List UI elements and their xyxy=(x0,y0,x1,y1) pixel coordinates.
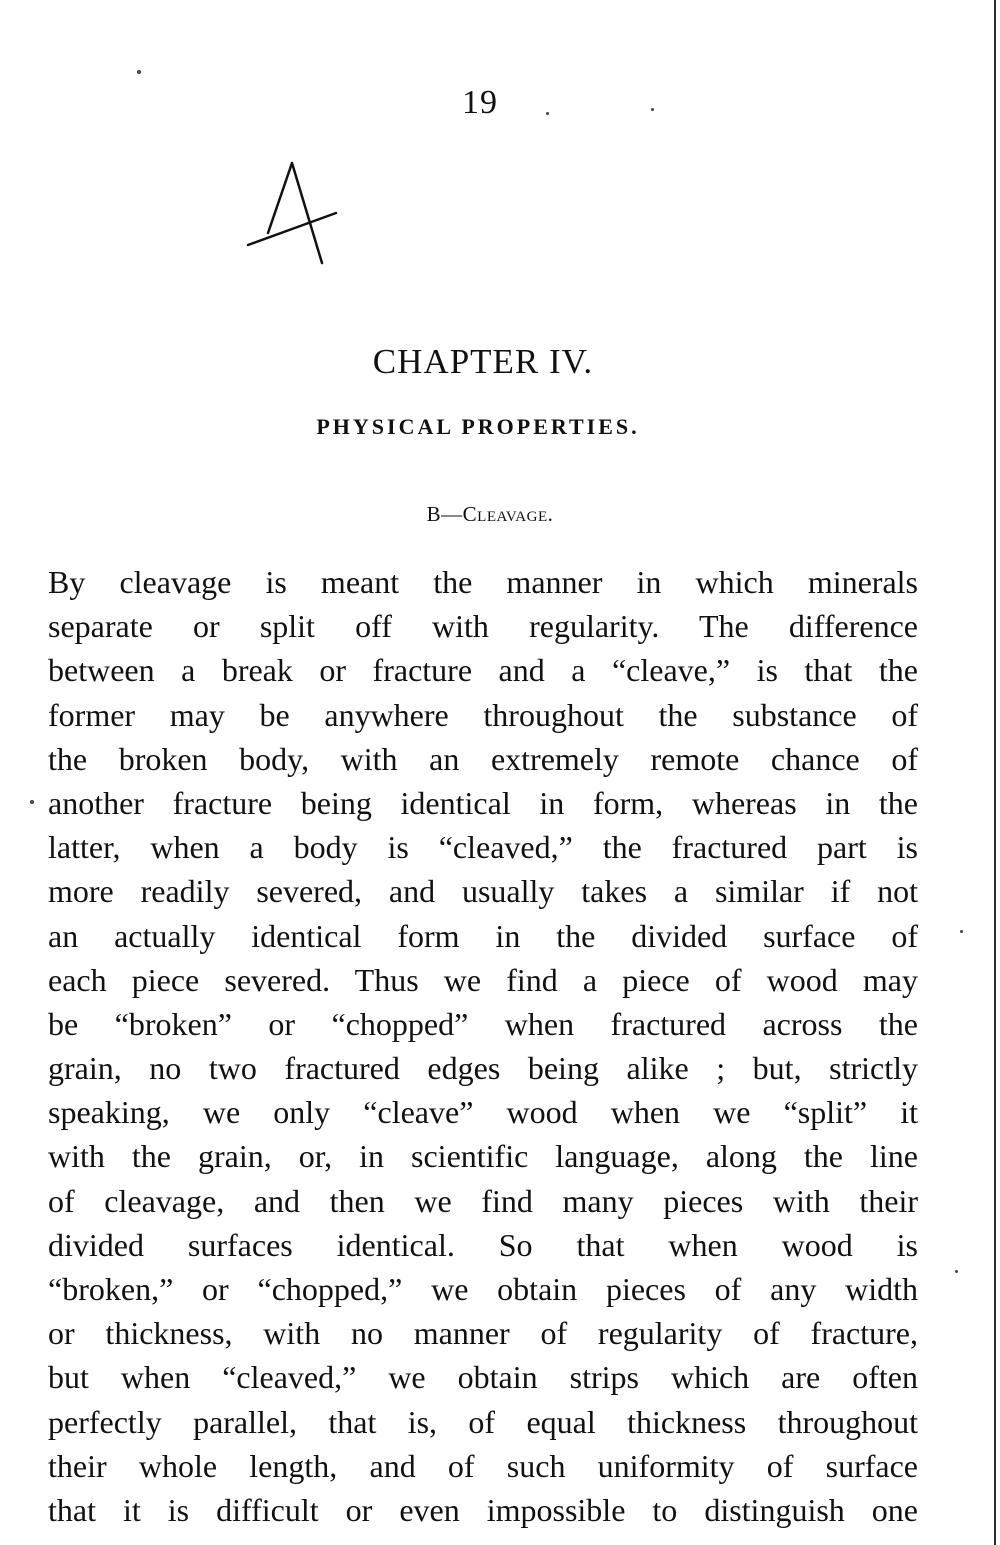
scan-speck xyxy=(137,70,141,74)
text-line: former may be anywhere throughout the substance of xyxy=(48,696,918,733)
scan-speck xyxy=(30,800,34,804)
text-line: the broken body, with an extremely remote chance of xyxy=(48,740,918,777)
text-line: or thickness, with no manner of regularity of fracture, xyxy=(48,1315,918,1352)
subsection-title xyxy=(0,502,980,527)
text-line: between a break or fracture and a “cleave,” is that the xyxy=(48,652,918,689)
scan-speck xyxy=(546,112,549,115)
text-line: more readily severed, and usually takes a similar if not xyxy=(48,873,918,910)
text-line: “broken,” or “chopped,” we obtain pieces of any width xyxy=(48,1271,918,1307)
text-line: latter, when a body is “cleaved,” the fractured part is xyxy=(48,829,918,866)
text-line: separate or split off with regularity. The difference xyxy=(48,608,918,645)
text-line: another fracture being identical in form, whereas in the xyxy=(48,784,918,821)
text-line: of cleavage, and then we find many pieces with their xyxy=(48,1182,918,1219)
chapter-title: CHAPTER IV. xyxy=(372,342,594,381)
text-line: be “broken” or “chopped” when fractured across the xyxy=(48,1005,918,1042)
text-line: that it is difficult or even impossible to distinguish one xyxy=(48,1491,918,1528)
scan-speck xyxy=(960,930,963,933)
page-number: 19 xyxy=(462,84,498,121)
text-line: grain, no two fractured edges being alike ; but, strictly xyxy=(48,1050,918,1087)
handwritten-a-mark xyxy=(240,155,350,265)
body-paragraph xyxy=(48,560,918,1532)
text-line: speaking, we only “cleave” wood when we “split” it xyxy=(48,1094,918,1131)
text-line: divided surfaces identical. So that when wood is xyxy=(48,1226,918,1263)
subsection-text: B—Cleavage. xyxy=(426,502,554,526)
page-edge xyxy=(994,0,996,1545)
section-title: PHYSICAL PROPERTIES. xyxy=(316,414,640,439)
scan-speck xyxy=(955,1270,958,1273)
text-line: with the grain, or, in scientific language, along the line xyxy=(48,1138,918,1175)
scan-speck xyxy=(651,108,654,111)
text-line: an actually identical form in the divided surface of xyxy=(48,917,918,954)
text-line: but when “cleaved,” we obtain strips which are often xyxy=(48,1359,918,1396)
text-line: By cleavage is meant the manner in which minerals xyxy=(48,564,918,600)
text-line: perfectly parallel, that is, of equal thickness throughout xyxy=(48,1403,918,1440)
text-line: each piece severed. Thus we find a piece of wood may xyxy=(48,961,918,998)
text-line: their whole length, and of such uniformity of surface xyxy=(48,1447,918,1484)
